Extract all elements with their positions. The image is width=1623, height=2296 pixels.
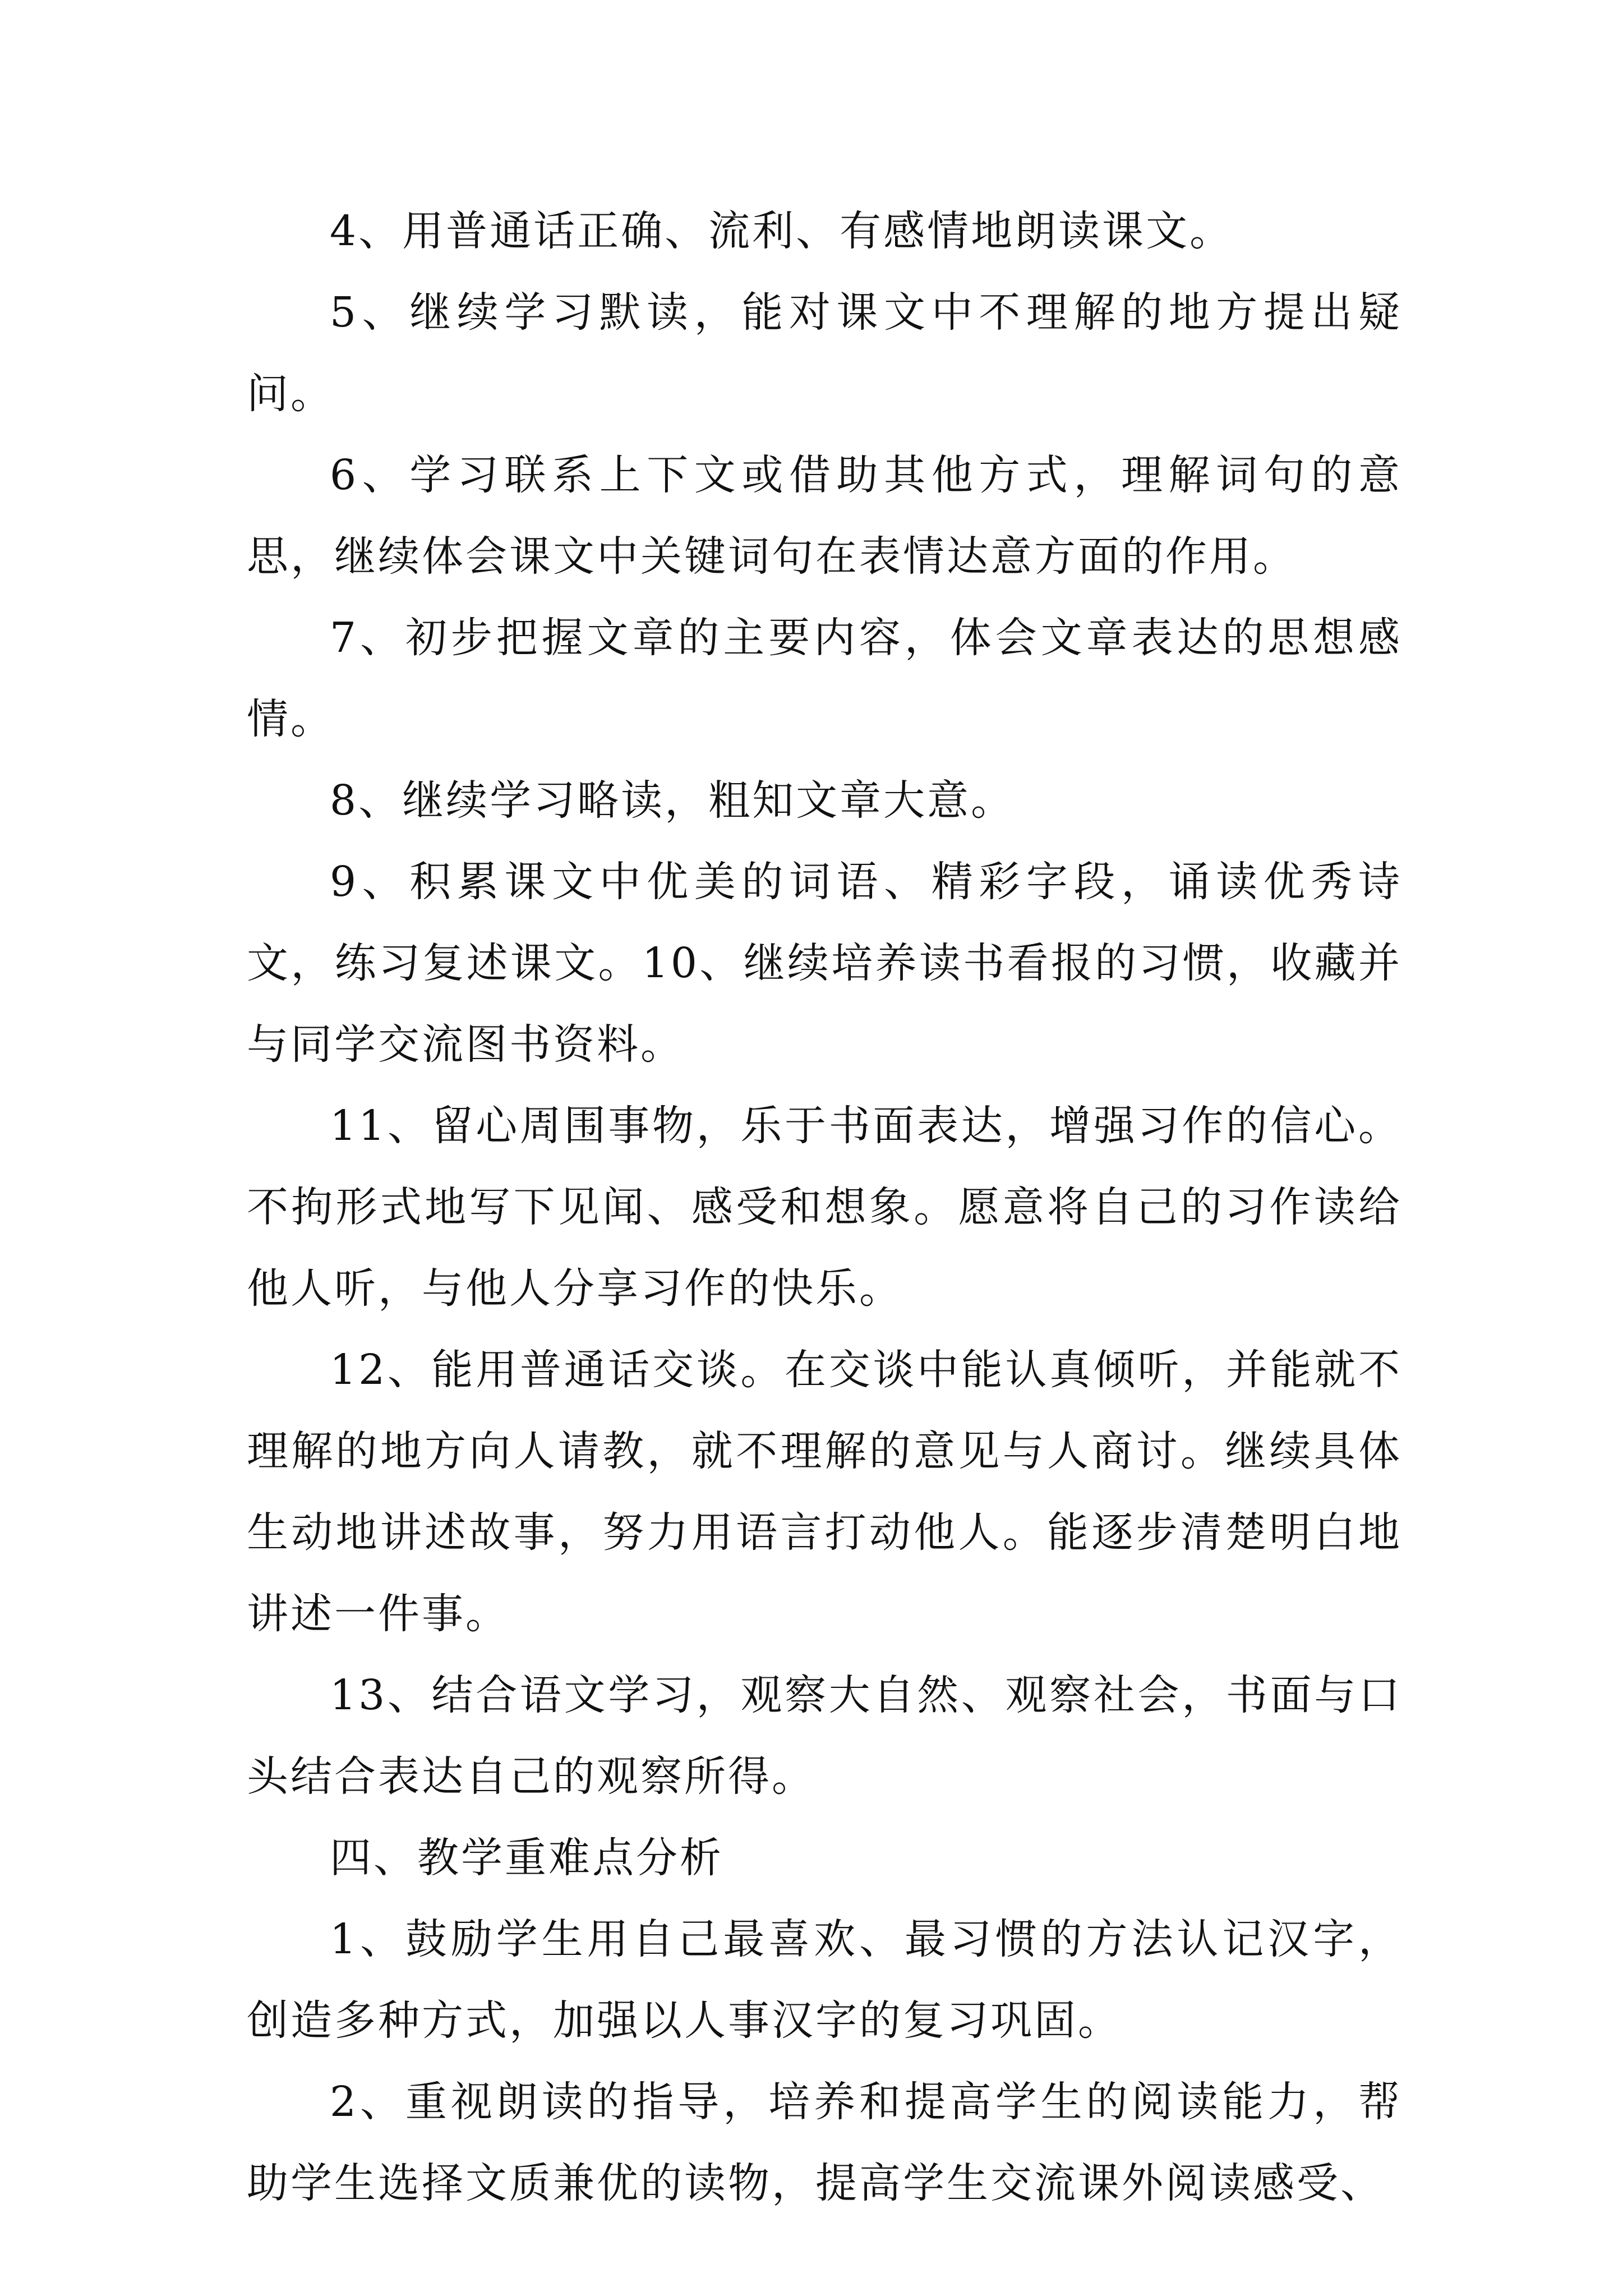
paragraph-difficulty-2: 2、重视朗读的指导，培养和提高学生的阅读能力，帮助学生选择文质兼优的读物，提高学生交流课外阅读感受、 [247, 2078, 1402, 2207]
paragraph-difficulty-1: 1、鼓励学生用自己最喜欢、最习惯的方法认记汉字，创造多种方式，加强以人事汉字的复习巩固。 [247, 1915, 1402, 2045]
section-heading: 四、教学重难点分析 [330, 1834, 723, 1882]
paragraph-item-12: 12、能用普通话交谈。在交谈中能认真倾听，并能就不理解的地方向人请教，就不理解的意见与人商讨。继续具体生动地讲述故事，努力用语言打动他人。能逐步清楚明白地讲述一件事。 [247, 1346, 1402, 1638]
paragraph-item-7: 7、初步把握文章的主要内容，体会文章表达的思想感情。 [247, 614, 1402, 743]
paragraph-item-13: 13、结合语文学习，观察大自然、观察社会，书面与口头结合表达自己的观察所得。 [247, 1671, 1402, 1801]
paragraph-item-9-10: 9、积累课文中优美的词语、精彩字段，诵读优秀诗文，练习复述课文。10、继续培养读书看报的习惯，收藏并与同学交流图书资料。 [247, 858, 1402, 1069]
document-body [247, 191, 1402, 2224]
paragraph-item-4: 4、用普通话正确、流利、有感情地朗读课文。 [330, 207, 1234, 255]
paragraph-item-6: 6、学习联系上下文或借助其他方式，理解词句的意思，继续体会课文中关键词句在表情达意方面的作用。 [247, 451, 1402, 581]
paragraph-item-5: 5、继续学习默读，能对课文中不理解的地方提出疑问。 [247, 288, 1402, 418]
paragraph-item-11: 11、留心周围事物，乐于书面表达，增强习作的信心。不拘形式地写下见闻、感受和想象。愿意将自己的习作读给他人听，与他人分享习作的快乐。 [247, 1102, 1402, 1313]
paragraph-item-8: 8、继续学习略读，粗知文章大意。 [330, 776, 1015, 825]
